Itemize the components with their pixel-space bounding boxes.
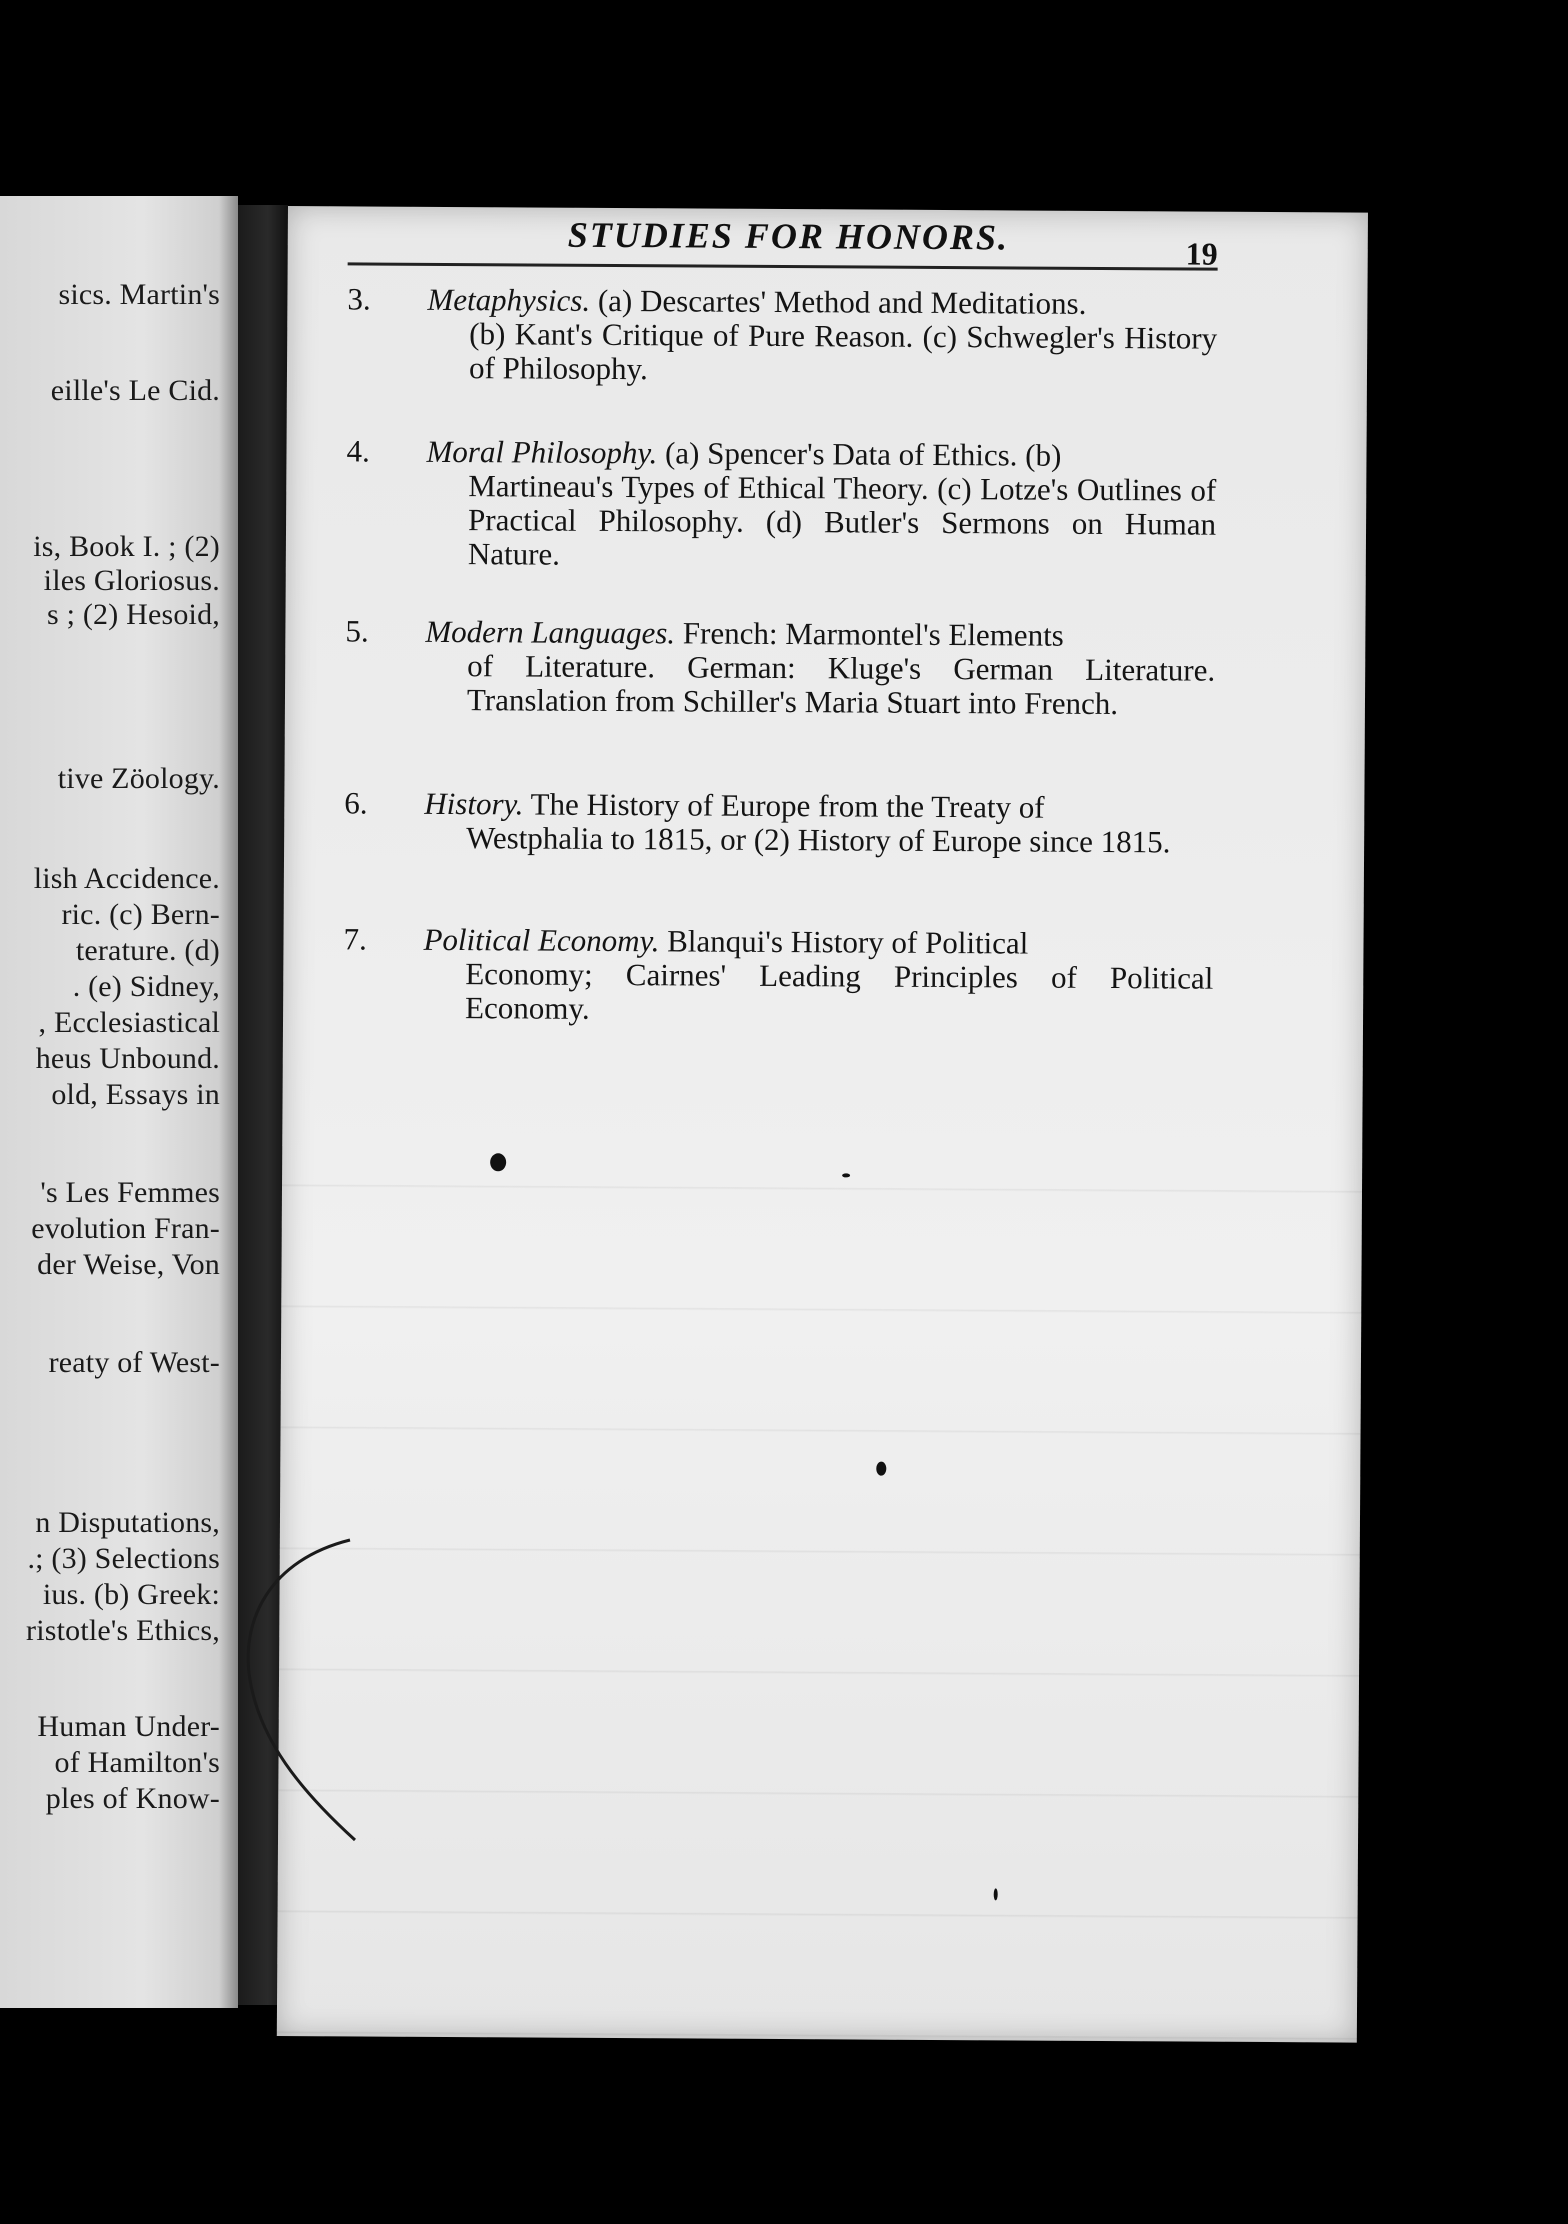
left-page [0,196,238,2008]
left-page-line: Human Under- [37,1710,220,1743]
entry-title: Moral Philosophy. [426,433,658,471]
left-page-line: old, Essays in [51,1078,220,1111]
left-page-line: .; (3) Selections [27,1542,220,1575]
entry-metaphysics [347,282,1218,389]
left-page-line: s ; (2) Hesoid, [47,598,220,631]
ink-blot [490,1153,506,1171]
entry-moral-philosophy [346,434,1217,575]
left-page-line: reaty of West- [48,1346,220,1379]
header-rule [348,262,1218,270]
entry-history [344,786,1214,859]
entry-modern-languages [345,614,1216,721]
left-page-line: ius. (b) Greek: [42,1578,220,1611]
entry-number: 6. [344,785,368,821]
left-page-line: is, Book I. ; (2) [33,530,220,563]
left-page-line: , Ecclesiastical [38,1006,220,1039]
left-page-line: eille's Le Cid. [50,374,220,407]
left-page-line: iles Gloriosus. [43,564,220,597]
left-page-line: lish Accidence. [33,862,220,895]
running-head: STUDIES FOR HONORS. [567,214,1010,258]
ink-speck [842,1173,850,1177]
page-texture [277,1066,1363,2043]
entry-text-continued: Martineau's Types of Ethical Theory. (c) Lotze's Outlines of Practical Philosophy. (d) Butler's Sermons on Human Nature. [467,468,1217,572]
left-page-line: evolution Fran- [31,1212,220,1245]
left-page-line: . (e) Sidney, [72,970,220,1003]
entry-title: Modern Languages. [425,613,676,651]
entry-number: 4. [346,433,370,469]
entry-text: Blanqui's History of Political [667,923,1029,961]
entry-text-continued: Economy; Cairnes' Leading Principles of Political Economy. [464,956,1214,1026]
entry-number: 3. [347,281,371,317]
left-page-line: of Hamilton's [54,1746,220,1779]
entry-title: Political Economy. [423,921,660,959]
right-page [277,206,1368,2043]
left-page-line: sics. Martin's [58,278,220,311]
pencil-mark [240,1530,370,1850]
ink-blot [876,1462,886,1476]
entry-title: Metaphysics. [427,281,591,318]
entry-text-continued: of Literature. German: Kluge's German Literature. Translation from Schiller's Maria Stuart into French. [466,648,1216,722]
entry-title: History. [424,785,524,822]
left-page-line: ples of Know- [45,1782,220,1815]
left-page-line: tive Zöology. [57,762,220,795]
left-page-line: 's Les Femmes [40,1176,220,1209]
entry-number: 7. [343,921,367,957]
entry-text: French: Marmontel's Elements [682,615,1064,653]
left-page-line: der Weise, Von [37,1248,220,1281]
left-page-line: terature. (d) [75,934,220,967]
entry-political-economy [343,922,1214,1029]
entry-text-continued: Westphalia to 1815, or (2) History of Europe since 1815. [466,820,1171,860]
left-page-line: ric. (c) Bern- [61,898,220,931]
left-page-line: n Disputations, [35,1506,220,1539]
left-page-line: ristotle's Ethics, [26,1614,220,1647]
entry-number: 5. [345,613,369,649]
left-page-line: heus Unbound. [35,1042,220,1075]
page-number: 19 [1185,235,1218,272]
entry-text: (a) Spencer's Data of Ethics. (b) [664,435,1062,473]
entry-text-continued: (b) Kant's Critique of Pure Reason. (c) Schwegler's History of Philosophy. [468,316,1218,387]
entry-text: The History of Europe from the Treaty of [530,786,1045,825]
entry-text: (a) Descartes' Method and Meditations. [597,282,1087,321]
